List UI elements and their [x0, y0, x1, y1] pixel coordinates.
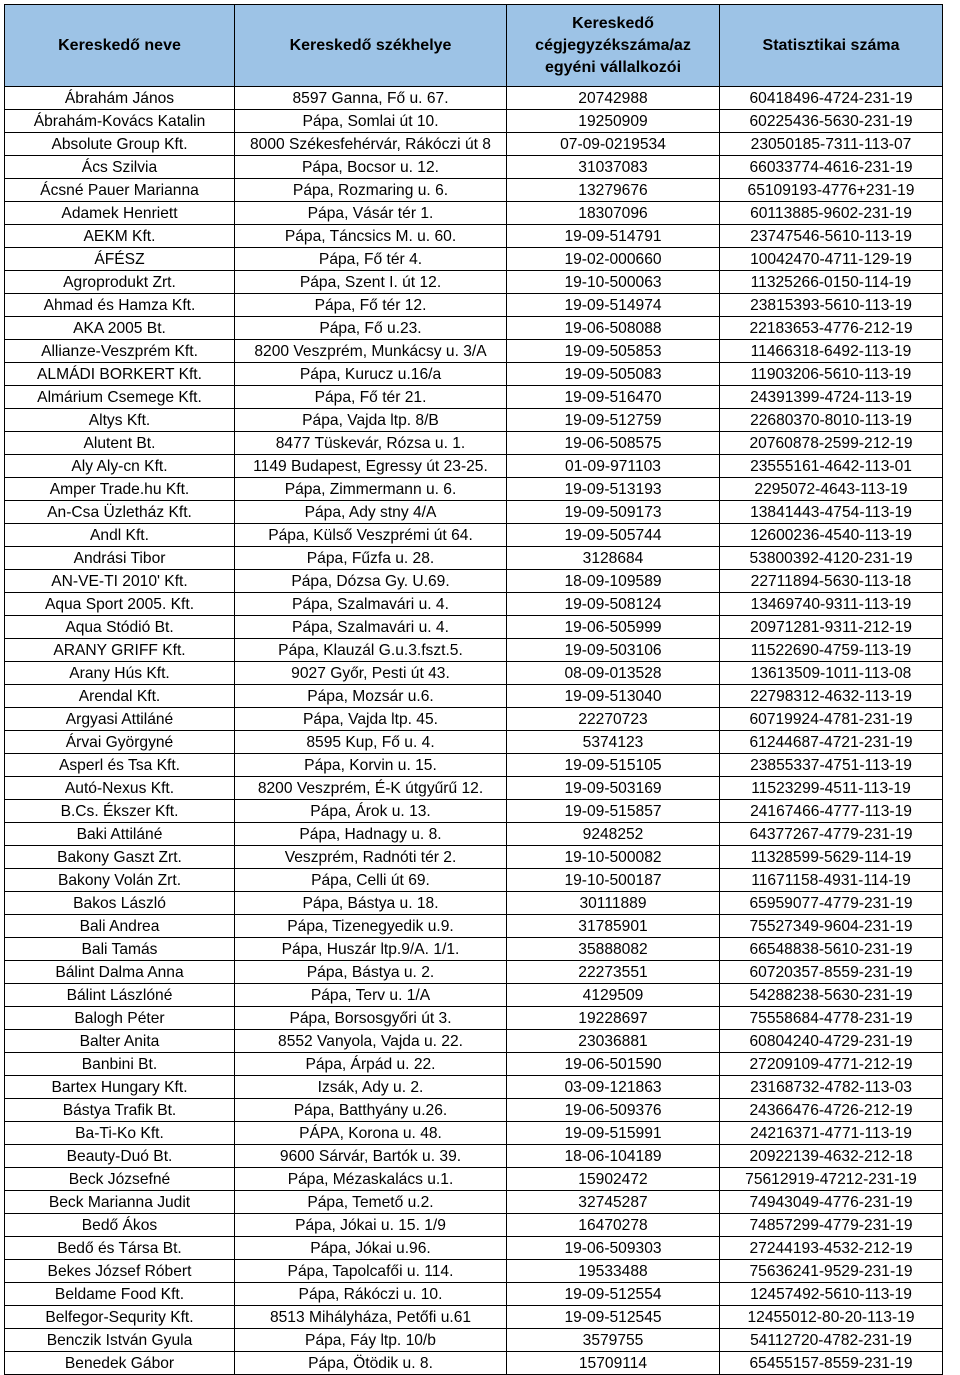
registration-number-cell: 30111889	[507, 892, 720, 915]
registration-number-cell: 03-09-121863	[507, 1076, 720, 1099]
table-row	[5, 892, 943, 915]
registration-number-cell: 19-09-508124	[507, 593, 720, 616]
trader-register-sheet	[4, 4, 942, 1375]
trader-name-cell: Allianze-Veszprém Kft.	[5, 340, 235, 363]
trader-seat-cell: 8552 Vanyola, Vajda u. 22.	[235, 1030, 507, 1053]
trader-seat-cell: 8597 Ganna, Fő u. 67.	[235, 87, 507, 110]
statistical-number-cell: 20922139-4632-212-18	[720, 1145, 943, 1168]
registration-number-cell: 19-09-512554	[507, 1283, 720, 1306]
trader-seat-cell: Pápa, Hadnagy u. 8.	[235, 823, 507, 846]
trader-name-cell: Bakos László	[5, 892, 235, 915]
trader-seat-cell: Pápa, Vajda ltp. 8/B	[235, 409, 507, 432]
registration-number-cell: 19-09-512759	[507, 409, 720, 432]
trader-name-cell: Autó-Nexus Kft.	[5, 777, 235, 800]
table-row	[5, 961, 943, 984]
table-row	[5, 340, 943, 363]
trader-name-cell: Bali Tamás	[5, 938, 235, 961]
registration-number-cell: 31037083	[507, 156, 720, 179]
statistical-number-cell: 11328599-5629-114-19	[720, 846, 943, 869]
registration-number-cell: 5374123	[507, 731, 720, 754]
registration-number-cell: 18307096	[507, 202, 720, 225]
trader-seat-cell: Pápa, Külső Veszprémi út 64.	[235, 524, 507, 547]
table-row	[5, 731, 943, 754]
trader-name-cell: Banbini Bt.	[5, 1053, 235, 1076]
registration-number-cell: 19-09-512545	[507, 1306, 720, 1329]
table-row	[5, 271, 943, 294]
table-row	[5, 478, 943, 501]
trader-seat-cell: Pápa, Szent I. út 12.	[235, 271, 507, 294]
table-row	[5, 202, 943, 225]
registration-number-cell: 35888082	[507, 938, 720, 961]
statistical-number-cell: 65959077-4779-231-19	[720, 892, 943, 915]
trader-seat-cell: Pápa, Borsosgyőri út 3.	[235, 1007, 507, 1030]
trader-name-cell: AEKM Kft.	[5, 225, 235, 248]
trader-name-cell: Balter Anita	[5, 1030, 235, 1053]
trader-seat-cell: 9027 Győr, Pesti út 43.	[235, 662, 507, 685]
trader-seat-cell: Pápa, Fő tér 21.	[235, 386, 507, 409]
trader-table	[4, 4, 943, 1375]
statistical-number-cell: 75636241-9529-231-19	[720, 1260, 943, 1283]
trader-name-cell: Balogh Péter	[5, 1007, 235, 1030]
table-row	[5, 777, 943, 800]
table-row	[5, 639, 943, 662]
table-row	[5, 1122, 943, 1145]
statistical-number-cell: 23747546-5610-113-19	[720, 225, 943, 248]
registration-number-cell: 16470278	[507, 1214, 720, 1237]
trader-name-cell: Bálint Dalma Anna	[5, 961, 235, 984]
trader-name-cell: Aqua Sport 2005. Kft.	[5, 593, 235, 616]
registration-number-cell: 4129509	[507, 984, 720, 1007]
trader-name-cell: Benedek Gábor	[5, 1352, 235, 1375]
registration-number-cell: 19-09-516470	[507, 386, 720, 409]
table-row	[5, 1352, 943, 1375]
table-row	[5, 1260, 943, 1283]
trader-name-cell: AN-VE-TI 2010' Kft.	[5, 570, 235, 593]
trader-seat-cell: 8513 Mihályháza, Petőfi u.61	[235, 1306, 507, 1329]
registration-number-cell: 13279676	[507, 179, 720, 202]
trader-name-cell: Bekes József Róbert	[5, 1260, 235, 1283]
trader-name-cell: ÁFÉSZ	[5, 248, 235, 271]
statistical-number-cell: 61244687-4721-231-19	[720, 731, 943, 754]
registration-number-cell: 15709114	[507, 1352, 720, 1375]
registration-number-cell: 19-06-509376	[507, 1099, 720, 1122]
trader-name-cell: Belfegor-Sequrity Kft.	[5, 1306, 235, 1329]
trader-name-cell: Bakony Gaszt Zrt.	[5, 846, 235, 869]
trader-seat-cell: Pápa, Jókai u.96.	[235, 1237, 507, 1260]
header-trader-name: Kereskedő neve	[5, 5, 235, 87]
trader-name-cell: ARANY GRIFF Kft.	[5, 639, 235, 662]
trader-name-cell: Árvai Györgyné	[5, 731, 235, 754]
registration-number-cell: 18-06-104189	[507, 1145, 720, 1168]
table-row	[5, 708, 943, 731]
statistical-number-cell: 11903206-5610-113-19	[720, 363, 943, 386]
trader-name-cell: Baki Attiláné	[5, 823, 235, 846]
registration-number-cell: 20742988	[507, 87, 720, 110]
statistical-number-cell: 23168732-4782-113-03	[720, 1076, 943, 1099]
table-row	[5, 225, 943, 248]
statistical-number-cell: 54288238-5630-231-19	[720, 984, 943, 1007]
trader-name-cell: Absolute Group Kft.	[5, 133, 235, 156]
statistical-number-cell: 60720357-8559-231-19	[720, 961, 943, 984]
trader-seat-cell: Pápa, Temető u.2.	[235, 1191, 507, 1214]
statistical-number-cell: 10042470-4711-129-19	[720, 248, 943, 271]
statistical-number-cell: 23050185-7311-113-07	[720, 133, 943, 156]
statistical-number-cell: 23855337-4751-113-19	[720, 754, 943, 777]
trader-seat-cell: Pápa, Somlai út 10.	[235, 110, 507, 133]
statistical-number-cell: 54112720-4782-231-19	[720, 1329, 943, 1352]
statistical-number-cell: 12455012-80-20-113-19	[720, 1306, 943, 1329]
trader-seat-cell: Pápa, Rozmaring u. 6.	[235, 179, 507, 202]
trader-seat-cell: Pápa, Fő u.23.	[235, 317, 507, 340]
trader-name-cell: Bástya Trafik Bt.	[5, 1099, 235, 1122]
statistical-number-cell: 75558684-4778-231-19	[720, 1007, 943, 1030]
table-row	[5, 1329, 943, 1352]
trader-name-cell: ALMÁDI BORKERT Kft.	[5, 363, 235, 386]
trader-name-cell: Almárium Csemege Kft.	[5, 386, 235, 409]
trader-seat-cell: 8200 Veszprém, É-K útgyűrű 12.	[235, 777, 507, 800]
trader-name-cell: Ábrahám-Kovács Katalin	[5, 110, 235, 133]
trader-name-cell: Bartex Hungary Kft.	[5, 1076, 235, 1099]
trader-seat-cell: 8477 Tüskevár, Rózsa u. 1.	[235, 432, 507, 455]
table-row	[5, 1099, 943, 1122]
registration-number-cell: 19-09-509173	[507, 501, 720, 524]
registration-number-cell: 22270723	[507, 708, 720, 731]
statistical-number-cell: 60804240-4729-231-19	[720, 1030, 943, 1053]
table-row	[5, 1306, 943, 1329]
registration-number-cell: 18-09-109589	[507, 570, 720, 593]
table-row	[5, 248, 943, 271]
trader-seat-cell: Pápa, Kurucz u.16/a	[235, 363, 507, 386]
trader-name-cell: Agroprodukt Zrt.	[5, 271, 235, 294]
statistical-number-cell: 20971281-9311-212-19	[720, 616, 943, 639]
registration-number-cell: 31785901	[507, 915, 720, 938]
table-row	[5, 662, 943, 685]
trader-name-cell: Ács Szilvia	[5, 156, 235, 179]
table-row	[5, 800, 943, 823]
registration-number-cell: 19-09-505853	[507, 340, 720, 363]
trader-name-cell: Arany Hús Kft.	[5, 662, 235, 685]
trader-name-cell: Alutent Bt.	[5, 432, 235, 455]
table-row	[5, 685, 943, 708]
statistical-number-cell: 60225436-5630-231-19	[720, 110, 943, 133]
table-body	[5, 87, 943, 1375]
table-row	[5, 1214, 943, 1237]
registration-number-cell: 19-09-515105	[507, 754, 720, 777]
registration-number-cell: 19250909	[507, 110, 720, 133]
registration-number-cell: 08-09-013528	[507, 662, 720, 685]
trader-seat-cell: Pápa, Árok u. 13.	[235, 800, 507, 823]
registration-number-cell: 19-06-508088	[507, 317, 720, 340]
statistical-number-cell: 23555161-4642-113-01	[720, 455, 943, 478]
table-row	[5, 938, 943, 961]
registration-number-cell: 19-09-515857	[507, 800, 720, 823]
trader-seat-cell: Pápa, Szalmavári u. 4.	[235, 616, 507, 639]
table-row	[5, 846, 943, 869]
trader-name-cell: Adamek Henriett	[5, 202, 235, 225]
trader-seat-cell: Pápa, Bocsor u. 12.	[235, 156, 507, 179]
trader-name-cell: Ahmad és Hamza Kft.	[5, 294, 235, 317]
registration-number-cell: 22273551	[507, 961, 720, 984]
trader-seat-cell: Veszprém, Radnóti tér 2.	[235, 846, 507, 869]
table-row	[5, 409, 943, 432]
trader-seat-cell: 9600 Sárvár, Bartók u. 39.	[235, 1145, 507, 1168]
trader-seat-cell: Pápa, Mézaskalács u.1.	[235, 1168, 507, 1191]
table-row	[5, 133, 943, 156]
registration-number-cell: 23036881	[507, 1030, 720, 1053]
trader-seat-cell: Pápa, Bástya u. 18.	[235, 892, 507, 915]
registration-number-cell: 07-09-0219534	[507, 133, 720, 156]
trader-seat-cell: Pápa, Ady stny 4/A	[235, 501, 507, 524]
trader-seat-cell: Pápa, Rákóczi u. 10.	[235, 1283, 507, 1306]
trader-name-cell: AKA 2005 Bt.	[5, 317, 235, 340]
header-trader-seat: Kereskedő székhelye	[235, 5, 507, 87]
trader-seat-cell: Pápa, Tizenegyedik u.9.	[235, 915, 507, 938]
trader-seat-cell: Pápa, Celli út 69.	[235, 869, 507, 892]
trader-seat-cell: Pápa, Batthyány u.26.	[235, 1099, 507, 1122]
trader-name-cell: Arendal Kft.	[5, 685, 235, 708]
trader-name-cell: Altys Kft.	[5, 409, 235, 432]
trader-seat-cell: Pápa, Fűzfa u. 28.	[235, 547, 507, 570]
statistical-number-cell: 24366476-4726-212-19	[720, 1099, 943, 1122]
header-registration-number: Kereskedő cégjegyzékszáma/az egyéni vállalkozói	[507, 5, 720, 87]
trader-name-cell: Ábrahám János	[5, 87, 235, 110]
statistical-number-cell: 75527349-9604-231-19	[720, 915, 943, 938]
table-row	[5, 1283, 943, 1306]
table-row	[5, 363, 943, 386]
registration-number-cell: 19-10-500082	[507, 846, 720, 869]
trader-seat-cell: Pápa, Klauzál G.u.3.fszt.5.	[235, 639, 507, 662]
table-row	[5, 616, 943, 639]
trader-seat-cell: Pápa, Mozsár u.6.	[235, 685, 507, 708]
trader-name-cell: Beck Józsefné	[5, 1168, 235, 1191]
trader-name-cell: B.Cs. Ékszer Kft.	[5, 800, 235, 823]
statistical-number-cell: 27209109-4771-212-19	[720, 1053, 943, 1076]
table-row	[5, 110, 943, 133]
statistical-number-cell: 65109193-4776+231-19	[720, 179, 943, 202]
table-row	[5, 1076, 943, 1099]
registration-number-cell: 19-09-513193	[507, 478, 720, 501]
registration-number-cell: 15902472	[507, 1168, 720, 1191]
trader-seat-cell: Pápa, Szalmavári u. 4.	[235, 593, 507, 616]
registration-number-cell: 19-06-501590	[507, 1053, 720, 1076]
trader-seat-cell: 8595 Kup, Fő u. 4.	[235, 731, 507, 754]
registration-number-cell: 3579755	[507, 1329, 720, 1352]
statistical-number-cell: 11325266-0150-114-19	[720, 271, 943, 294]
registration-number-cell: 19-09-505083	[507, 363, 720, 386]
trader-seat-cell: Pápa, Vajda ltp. 45.	[235, 708, 507, 731]
statistical-number-cell: 24391399-4724-113-19	[720, 386, 943, 409]
registration-number-cell: 19228697	[507, 1007, 720, 1030]
table-row	[5, 1168, 943, 1191]
trader-seat-cell: 8200 Veszprém, Munkácsy u. 3/A	[235, 340, 507, 363]
table-row	[5, 432, 943, 455]
statistical-number-cell: 13469740-9311-113-19	[720, 593, 943, 616]
trader-name-cell: Bedő Ákos	[5, 1214, 235, 1237]
registration-number-cell: 19-06-509303	[507, 1237, 720, 1260]
trader-seat-cell: Pápa, Fő tér 4.	[235, 248, 507, 271]
table-row	[5, 1007, 943, 1030]
statistical-number-cell: 12600236-4540-113-19	[720, 524, 943, 547]
registration-number-cell: 32745287	[507, 1191, 720, 1214]
statistical-number-cell: 66548838-5610-231-19	[720, 938, 943, 961]
table-row	[5, 156, 943, 179]
statistical-number-cell: 23815393-5610-113-19	[720, 294, 943, 317]
registration-number-cell: 19533488	[507, 1260, 720, 1283]
table-row	[5, 869, 943, 892]
statistical-number-cell: 60719924-4781-231-19	[720, 708, 943, 731]
statistical-number-cell: 20760878-2599-212-19	[720, 432, 943, 455]
registration-number-cell: 19-09-503169	[507, 777, 720, 800]
trader-name-cell: Beldame Food Kft.	[5, 1283, 235, 1306]
statistical-number-cell: 22711894-5630-113-18	[720, 570, 943, 593]
trader-seat-cell: Pápa, Zimmermann u. 6.	[235, 478, 507, 501]
table-row	[5, 294, 943, 317]
registration-number-cell: 19-09-514791	[507, 225, 720, 248]
statistical-number-cell: 64377267-4779-231-19	[720, 823, 943, 846]
statistical-number-cell: 24167466-4777-113-19	[720, 800, 943, 823]
trader-name-cell: Beauty-Duó Bt.	[5, 1145, 235, 1168]
trader-seat-cell: Pápa, Dózsa Gy. U.69.	[235, 570, 507, 593]
trader-name-cell: Bakony Volán Zrt.	[5, 869, 235, 892]
statistical-number-cell: 74857299-4779-231-19	[720, 1214, 943, 1237]
trader-name-cell: Andl Kft.	[5, 524, 235, 547]
statistical-number-cell: 11522690-4759-113-19	[720, 639, 943, 662]
registration-number-cell: 01-09-971103	[507, 455, 720, 478]
header-statistical-number: Statisztikai száma	[720, 5, 943, 87]
statistical-number-cell: 11523299-4511-113-19	[720, 777, 943, 800]
registration-number-cell: 19-02-000660	[507, 248, 720, 271]
table-row	[5, 1053, 943, 1076]
trader-name-cell: Argyasi Attiláné	[5, 708, 235, 731]
trader-name-cell: An-Csa Üzletház Kft.	[5, 501, 235, 524]
trader-name-cell: Bálint Lászlóné	[5, 984, 235, 1007]
statistical-number-cell: 60113885-9602-231-19	[720, 202, 943, 225]
statistical-number-cell: 12457492-5610-113-19	[720, 1283, 943, 1306]
table-row	[5, 87, 943, 110]
statistical-number-cell: 22183653-4776-212-19	[720, 317, 943, 340]
trader-name-cell: Ácsné Pauer Marianna	[5, 179, 235, 202]
header-row	[5, 5, 943, 87]
registration-number-cell: 19-09-515991	[507, 1122, 720, 1145]
table-row	[5, 1237, 943, 1260]
trader-seat-cell: 8000 Székesfehérvár, Rákóczi út 8	[235, 133, 507, 156]
trader-name-cell: Aqua Stódió Bt.	[5, 616, 235, 639]
trader-name-cell: Andrási Tibor	[5, 547, 235, 570]
table-row	[5, 1191, 943, 1214]
statistical-number-cell: 22798312-4632-113-19	[720, 685, 943, 708]
statistical-number-cell: 11671158-4931-114-19	[720, 869, 943, 892]
registration-number-cell: 19-09-505744	[507, 524, 720, 547]
trader-name-cell: Benczik István Gyula	[5, 1329, 235, 1352]
trader-seat-cell: Pápa, Ötödik u. 8.	[235, 1352, 507, 1375]
trader-name-cell: Amper Trade.hu Kft.	[5, 478, 235, 501]
table-row	[5, 570, 943, 593]
table-row	[5, 317, 943, 340]
trader-seat-cell: Pápa, Árpád u. 22.	[235, 1053, 507, 1076]
statistical-number-cell: 53800392-4120-231-19	[720, 547, 943, 570]
trader-seat-cell: Pápa, Tapolcafői u. 114.	[235, 1260, 507, 1283]
table-row	[5, 386, 943, 409]
statistical-number-cell: 22680370-8010-113-19	[720, 409, 943, 432]
registration-number-cell: 19-09-513040	[507, 685, 720, 708]
statistical-number-cell: 13841443-4754-113-19	[720, 501, 943, 524]
trader-seat-cell: Pápa, Fáy ltp. 10/b	[235, 1329, 507, 1352]
registration-number-cell: 19-06-508575	[507, 432, 720, 455]
table-row	[5, 547, 943, 570]
table-row	[5, 524, 943, 547]
statistical-number-cell: 13613509-1011-113-08	[720, 662, 943, 685]
registration-number-cell: 19-06-505999	[507, 616, 720, 639]
table-row	[5, 179, 943, 202]
registration-number-cell: 19-09-503106	[507, 639, 720, 662]
statistical-number-cell: 66033774-4616-231-19	[720, 156, 943, 179]
table-row	[5, 915, 943, 938]
trader-seat-cell: Pápa, Táncsics M. u. 60.	[235, 225, 507, 248]
trader-seat-cell: PÁPA, Korona u. 48.	[235, 1122, 507, 1145]
statistical-number-cell: 65455157-8559-231-19	[720, 1352, 943, 1375]
trader-name-cell: Asperl és Tsa Kft.	[5, 754, 235, 777]
table-row	[5, 455, 943, 478]
statistical-number-cell: 24216371-4771-113-19	[720, 1122, 943, 1145]
table-row	[5, 1145, 943, 1168]
trader-seat-cell: Pápa, Vásár tér 1.	[235, 202, 507, 225]
statistical-number-cell: 75612919-47212-231-19	[720, 1168, 943, 1191]
trader-seat-cell: Pápa, Fő tér 12.	[235, 294, 507, 317]
trader-seat-cell: Pápa, Huszár ltp.9/A. 1/1.	[235, 938, 507, 961]
table-row	[5, 984, 943, 1007]
statistical-number-cell: 27244193-4532-212-19	[720, 1237, 943, 1260]
registration-number-cell: 19-10-500063	[507, 271, 720, 294]
table-row	[5, 1030, 943, 1053]
table-row	[5, 593, 943, 616]
table-row	[5, 501, 943, 524]
registration-number-cell: 9248252	[507, 823, 720, 846]
trader-seat-cell: Pápa, Jókai u. 15. 1/9	[235, 1214, 507, 1237]
registration-number-cell: 19-09-514974	[507, 294, 720, 317]
registration-number-cell: 3128684	[507, 547, 720, 570]
table-row	[5, 754, 943, 777]
registration-number-cell: 19-10-500187	[507, 869, 720, 892]
statistical-number-cell: 11466318-6492-113-19	[720, 340, 943, 363]
trader-seat-cell: Pápa, Korvin u. 15.	[235, 754, 507, 777]
trader-name-cell: Beck Marianna Judit	[5, 1191, 235, 1214]
trader-name-cell: Aly Aly-cn Kft.	[5, 455, 235, 478]
trader-seat-cell: Pápa, Bástya u. 2.	[235, 961, 507, 984]
statistical-number-cell: 2295072-4643-113-19	[720, 478, 943, 501]
trader-seat-cell: Pápa, Terv u. 1/A	[235, 984, 507, 1007]
trader-name-cell: Ba-Ti-Ko Kft.	[5, 1122, 235, 1145]
trader-seat-cell: Izsák, Ady u. 2.	[235, 1076, 507, 1099]
trader-seat-cell: 1149 Budapest, Egressy út 23-25.	[235, 455, 507, 478]
statistical-number-cell: 60418496-4724-231-19	[720, 87, 943, 110]
statistical-number-cell: 74943049-4776-231-19	[720, 1191, 943, 1214]
trader-name-cell: Bedő és Társa Bt.	[5, 1237, 235, 1260]
table-row	[5, 823, 943, 846]
trader-name-cell: Bali Andrea	[5, 915, 235, 938]
